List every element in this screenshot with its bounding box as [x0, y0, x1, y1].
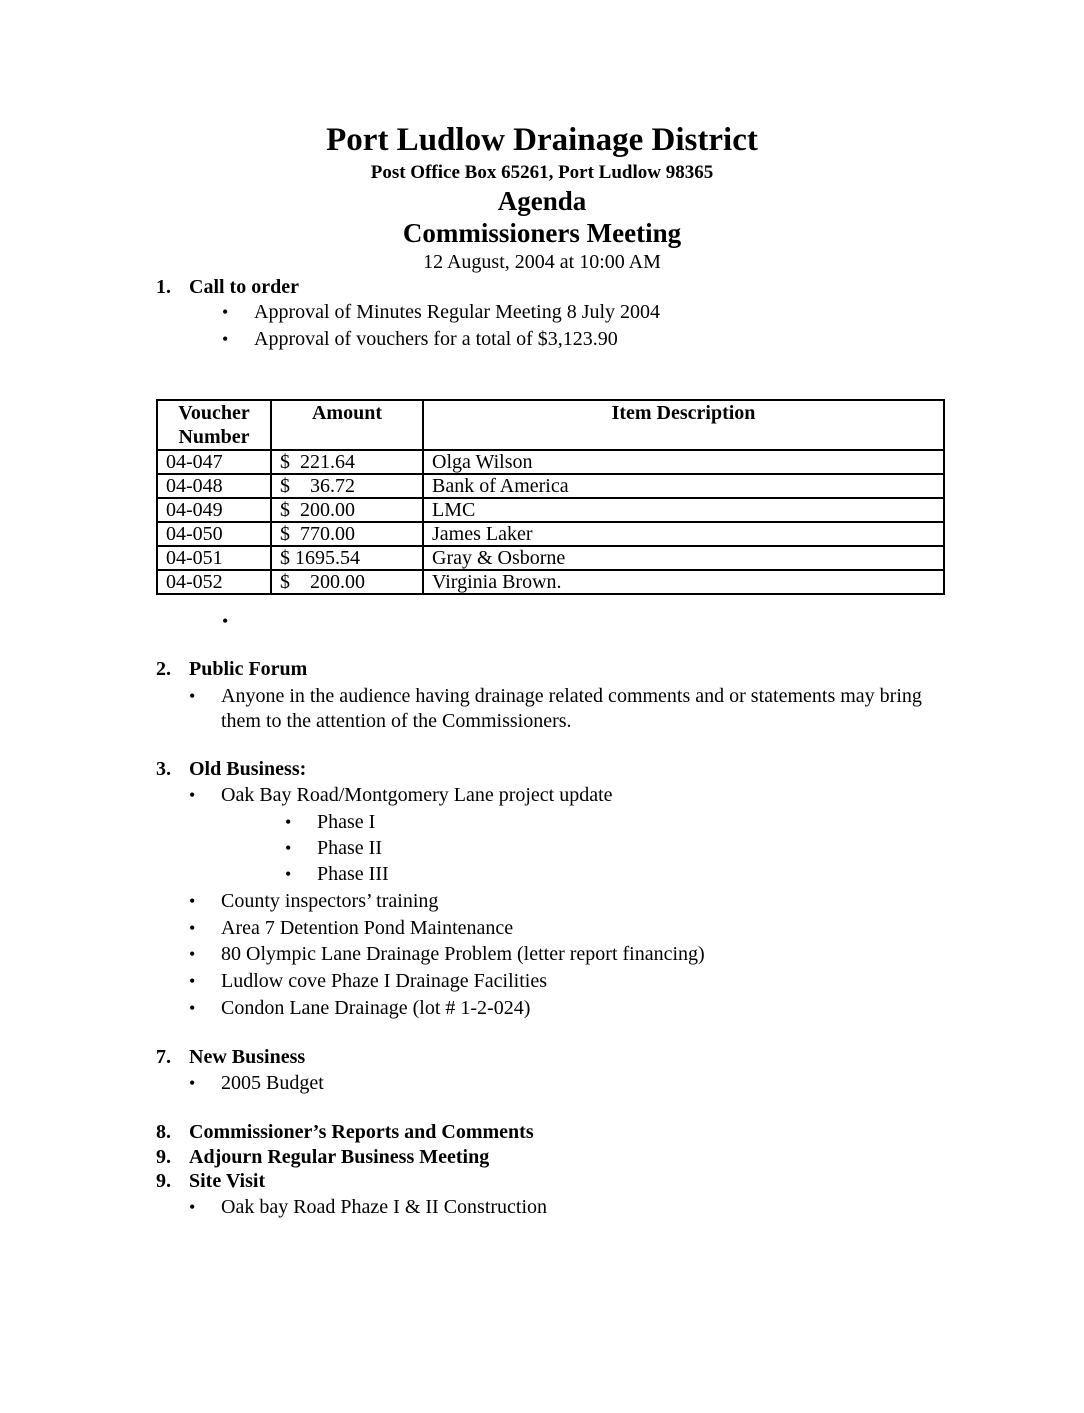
voucher-amount: $ 1695.54 [271, 546, 423, 570]
table-row [157, 546, 944, 570]
voucher-number: 04-049 [157, 498, 271, 522]
section-title: Site Visit [189, 1170, 266, 1192]
list-item [189, 943, 705, 966]
district-address: Post Office Box 65261, Port Ludlow 98365 [370, 162, 714, 183]
section-title: Commissioner’s Reports and Comments [189, 1121, 534, 1143]
table-row [157, 450, 944, 474]
bullet-icon: • [189, 971, 196, 991]
section-commissioners-reports [156, 1121, 534, 1144]
voucher-description: Virginia Brown. [423, 570, 944, 594]
bullet-icon: • [222, 329, 229, 349]
item-text: Condon Lane Drainage (lot # 1-2-024) [221, 997, 531, 1019]
section-number: 8. [156, 1121, 171, 1143]
section-title: Public Forum [189, 658, 308, 680]
document-type: Agenda [497, 186, 587, 216]
section-number: 1. [156, 276, 171, 298]
column-header-description: Item Description [423, 400, 944, 450]
item-text: Approval of vouchers for a total of $3,123.90 [254, 328, 618, 350]
item-text: Oak Bay Road/Montgomery Lane project update [221, 784, 613, 806]
bullet-icon: • [189, 1073, 196, 1093]
meeting-title: Commissioners Meeting [402, 218, 682, 248]
table-row [157, 522, 944, 546]
voucher-description: Bank of America [423, 474, 944, 498]
bullet-icon: • [222, 611, 229, 631]
section-adjourn [156, 1146, 489, 1169]
voucher-amount: $ 221.64 [271, 450, 423, 474]
list-item [189, 1196, 547, 1219]
bullet-icon: • [285, 864, 292, 884]
table-row [157, 570, 944, 594]
voucher-table [156, 399, 945, 595]
list-item [189, 890, 438, 913]
section-old-business [156, 758, 306, 781]
table-row [157, 474, 944, 498]
voucher-amount: $ 770.00 [271, 522, 423, 546]
list-item [189, 917, 513, 940]
voucher-amount: $ 200.00 [271, 498, 423, 522]
item-text: Phase III [317, 863, 389, 885]
item-text: 2005 Budget [221, 1072, 324, 1094]
item-text: County inspectors’ training [221, 890, 439, 912]
sub-list-item [285, 863, 389, 886]
bullet-icon: • [189, 1197, 196, 1217]
section-public-forum [156, 658, 307, 681]
list-item [189, 970, 547, 993]
voucher-description: Gray & Osborne [423, 546, 944, 570]
voucher-description: James Laker [423, 522, 944, 546]
section-number: 7. [156, 1046, 171, 1068]
voucher-number: 04-047 [157, 450, 271, 474]
voucher-number: 04-052 [157, 570, 271, 594]
section-call-to-order [156, 276, 299, 299]
section-title: New Business [189, 1046, 306, 1068]
item-text: Phase II [317, 837, 382, 859]
section-title: Old Business: [189, 758, 307, 780]
voucher-amount: $ 200.00 [271, 570, 423, 594]
list-item [222, 301, 660, 324]
section-number: 9. [156, 1170, 171, 1192]
item-text: Ludlow cove Phaze I Drainage Facilities [221, 970, 547, 992]
sub-list-item [285, 811, 375, 834]
list-item [189, 1072, 324, 1095]
sub-list-item [285, 837, 382, 860]
list-item [189, 684, 929, 734]
meeting-date: 12 August, 2004 at 10:00 AM [423, 251, 661, 273]
item-text: Area 7 Detention Pond Maintenance [221, 917, 514, 939]
bullet-icon: • [222, 302, 229, 322]
bullet-icon: • [189, 891, 196, 911]
section-number: 2. [156, 658, 171, 680]
section-number: 3. [156, 758, 171, 780]
empty-list-item [222, 610, 254, 633]
voucher-amount: $ 36.72 [271, 474, 423, 498]
item-text: Oak bay Road Phaze I & II Construction [221, 1196, 548, 1218]
list-item [189, 997, 530, 1020]
list-item [189, 784, 613, 807]
voucher-number: 04-048 [157, 474, 271, 498]
item-text: 80 Olympic Lane Drainage Problem (letter report financing) [221, 943, 705, 965]
bullet-icon: • [189, 918, 196, 938]
bullet-icon: • [189, 944, 196, 964]
voucher-description: Olga Wilson [423, 450, 944, 474]
voucher-description: LMC [423, 498, 944, 522]
bullet-icon: • [189, 998, 196, 1018]
section-number: 9. [156, 1146, 171, 1168]
voucher-number: 04-050 [157, 522, 271, 546]
bullet-icon: • [285, 812, 292, 832]
column-header-voucher-number: Voucher Number [157, 400, 271, 450]
bullet-icon: • [285, 838, 292, 858]
bullet-icon: • [189, 686, 196, 706]
district-title: Port Ludlow Drainage District [326, 122, 758, 158]
column-header-amount: Amount [271, 400, 423, 450]
section-site-visit [156, 1170, 265, 1193]
bullet-icon: • [189, 785, 196, 805]
table-row [157, 498, 944, 522]
voucher-number: 04-051 [157, 546, 271, 570]
item-text: Anyone in the audience having drainage related comments and or statements may bring them to the attention of the Commissioners. [221, 685, 922, 732]
item-text: Approval of Minutes Regular Meeting 8 July 2004 [254, 301, 661, 323]
section-new-business [156, 1046, 305, 1069]
list-item [222, 328, 618, 351]
table-header-row [157, 400, 944, 450]
section-title: Adjourn Regular Business Meeting [189, 1146, 490, 1168]
item-text: Phase I [317, 811, 376, 833]
section-title: Call to order [189, 276, 299, 298]
